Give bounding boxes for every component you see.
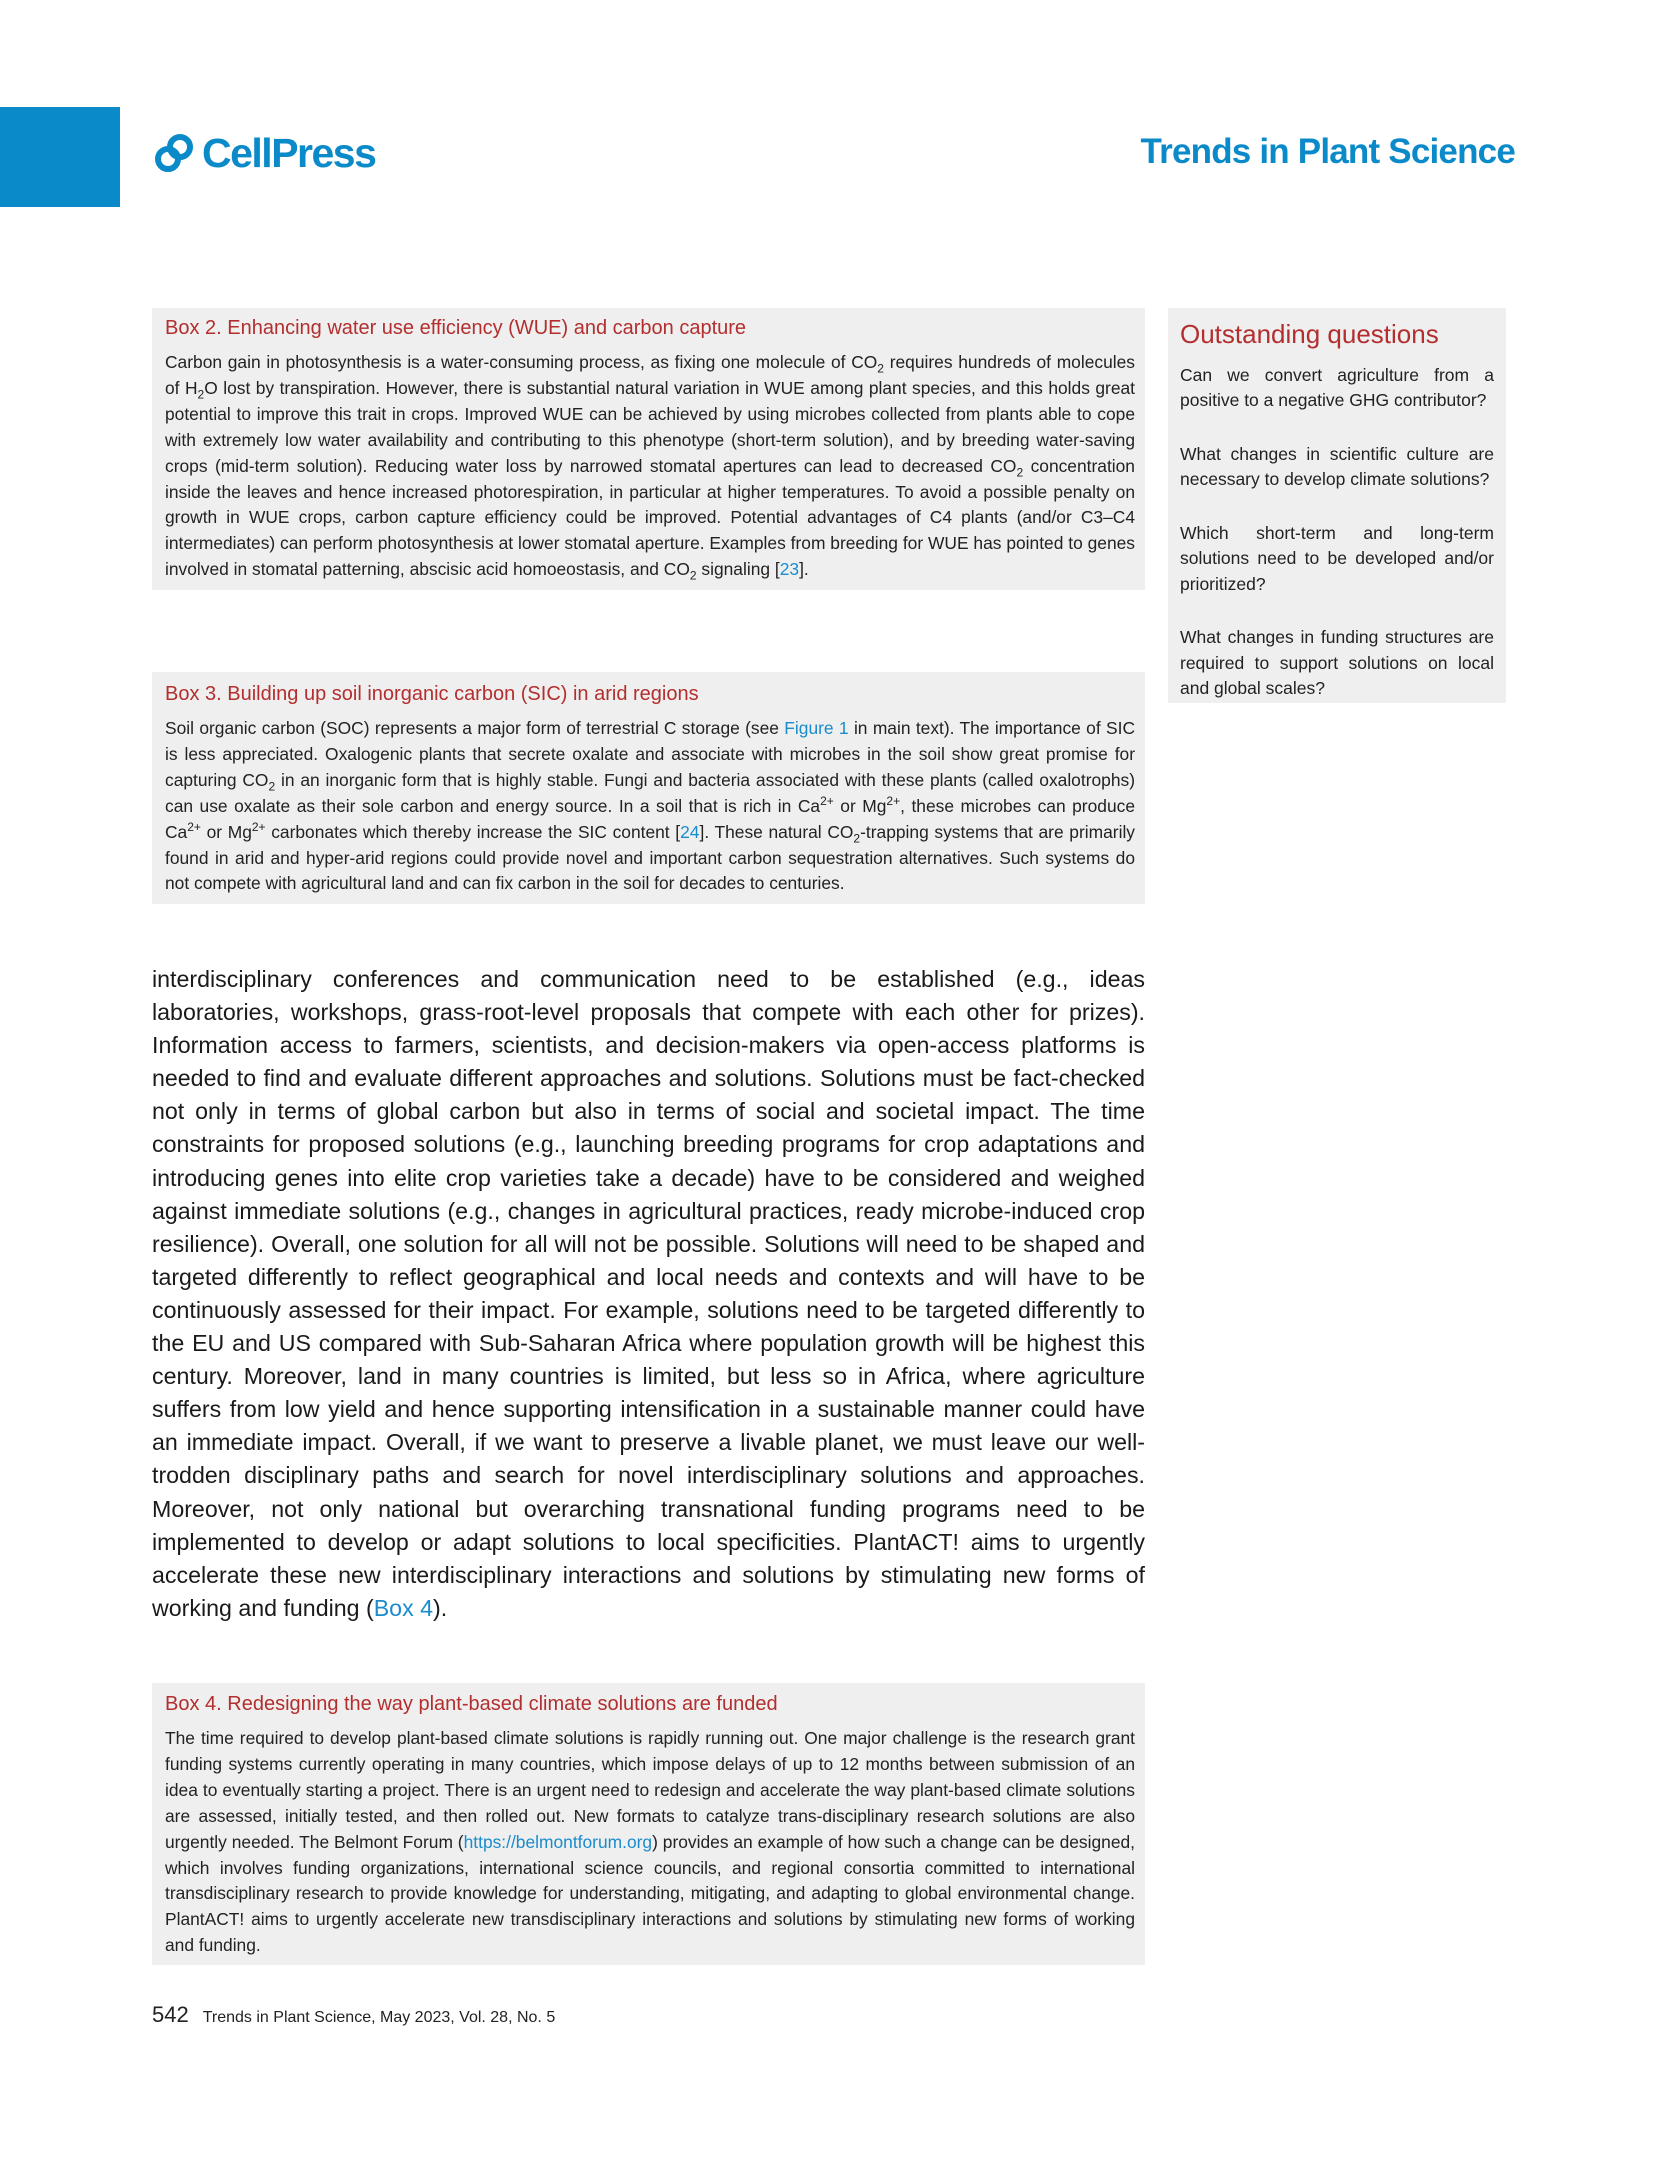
reference-link-23[interactable]: 23: [779, 559, 800, 580]
box-2-body: Carbon gain in photosynthesis is a water-consuming process, as fixing one molecule of $CO_2$ requires hundreds of molecules of $H_2O$ lost by transpiration. However, there is substantial natural variation in WUE among plant species, and this holds great potential to improve this trait in crops. Improved WUE can be achieved by using microbes collected from plants able to cope with extremely low water availability and contributing to this phenotype (short-term solution), and by breeding water-saving crops (mid-term solution). Reducing water loss by narrowed stomatal apertures can lead to decreased $CO_2$ concentration inside the leaves and hence increased photorespiration, in particular at higher temperatures. To avoid a possible penalty on growth in WUE crops, carbon capture efficiency could be improved. Potential advantages of C4 plants (and/or C3–C4 intermediates) can perform photosynthesis at lower stomatal aperture. Examples from breeding for WUE has pointed to genes involved in stomatal patterning, abscisic acid homoeostasis, and $CO_2$ signaling [23].: [165, 352, 1135, 583]
outstanding-questions-title: Outstanding questions: [1180, 319, 1439, 349]
box-4-title: Box 4. Redesigning the way plant-based climate solutions are funded: [165, 1693, 778, 1715]
box-3: [152, 672, 1145, 904]
figure-1-link[interactable]: Figure 1: [784, 718, 849, 738]
journal-title: Trends in Plant Science: [1140, 132, 1515, 171]
box-2-title: Box 2. Enhancing water use efficiency (WUE) and carbon capture: [165, 317, 747, 339]
logo-text: CellPress: [202, 130, 376, 176]
box-4-link[interactable]: Box 4: [373, 1594, 434, 1621]
citation-line: Trends in Plant Science, May 2023, Vol. 28, No. 5: [202, 2009, 556, 2026]
page-footer: [152, 2002, 555, 2028]
box-2: [152, 308, 1145, 590]
cellpress-logo-icon: [152, 132, 196, 176]
box-3-body: Soil organic carbon (SOC) represents a major form of terrestrial C storage (see Figure 1 in main text). The importance of SIC is less appreciated. Oxalogenic plants that secrete oxalate and associate with microbes in the soil show great promise for capturing $CO_2$ in an inorganic form that is highly stable. Fungi and bacteria associated with these plants (called oxalotrophs) can use oxalate as their sole carbon and energy source. In a soil that is rich in $Ca^{2+}$ or $Mg^{2+}$, these microbes can produce $Ca^{2+}$ or $Mg^{2+}$ carbonates which thereby increase the SIC content [24]. These natural $CO_2$-trapping systems that are primarily found in arid and hyper-arid regions could provide novel and important carbon sequestration alternatives. Such systems do not compete with agricultural land and can fix carbon in the soil for decades to centuries.: [165, 718, 1136, 894]
corner-accent-block: [0, 107, 120, 207]
question-item: What changes in funding structures are required to support solutions on local and global scales?: [1180, 627, 1494, 699]
reference-link-24[interactable]: 24: [680, 821, 700, 842]
box-4: [152, 1683, 1145, 1965]
main-body-paragraph: interdisciplinary conferences and communication need to be established (e.g., ideas laboratories, workshops, grass-root-level proposals that compete with each other for prizes). Information access to farmers, scientists, and decision-makers via open-access platforms is needed to find and evaluate different approaches and solutions. Solutions must be fact-checked not only in terms of global carbon but also in terms of social and societal impact. The time constraints for proposed solutions (e.g., launching breeding programs for crop adaptations and introducing genes into elite crop varieties take a decade) have to be considered and weighed against immediate solutions (e.g., changes in agricultural practices, ready microbe-induced crop resilience). Overall, one solution for all will not be possible. Solutions will need to be shaped and targeted differently to reflect geographical and local needs and contexts and will have to be continuously assessed for their impact. For example, solutions need to be targeted differently to the EU and US compared with Sub-Saharan Africa where population growth will be highest this century. Moreover, land in many countries is limited, but less so in Africa, where agriculture suffers from low yield and hence supporting intensification in a sustainable manner could have an immediate impact. Overall, if we want to preserve a livable planet, we must leave our well-trodden disciplinary paths and search for novel interdisciplinary solutions and approaches. Moreover, not only national but overarching transnational funding programs need to be implemented to develop or adapt solutions to local specificities. PlantACT! aims to urgently accelerate these new interdisciplinary interactions and solutions by stimulating new forms of working and funding (Box 4).: [152, 966, 1145, 1621]
question-item: Which short-term and long-term solutions need to be developed and/or prioritized?: [1180, 522, 1494, 594]
box-3-title: Box 3. Building up soil inorganic carbon (SIC) in arid regions: [165, 683, 699, 705]
outstanding-questions-box: [1168, 308, 1506, 703]
question-item: Can we convert agriculture from a positive to a negative GHG contributor?: [1180, 364, 1494, 411]
cellpress-logo[interactable]: [152, 130, 375, 177]
page-number: 542: [152, 2002, 189, 2027]
box-4-body: The time required to develop plant-based climate solutions is rapidly running out. One major challenge is the research grant funding systems currently operating in many countries, which impose delays of up to 12 months between submission of an idea to eventually starting a project. There is an urgent need to redesign and accelerate the way plant-based climate solutions are assessed, initially tested, and then rolled out. New formats to catalyze trans-disciplinary research solutions are also urgently needed. The Belmont Forum (https://belmontforum.org) provides an example of how such a change can be designed, which involves funding organizations, international science councils, and regional consortia committed to international transdisciplinary research to provide knowledge for understanding, mitigating, and adapting to global environmental change. PlantACT! aims to urgently accelerate new transdisciplinary interactions and solutions by stimulating new forms of working and funding.: [165, 1728, 1136, 1956]
belmont-forum-link[interactable]: https://belmontforum.org: [463, 1831, 653, 1852]
question-item: What changes in scientific culture are necessary to develop climate solutions?: [1180, 443, 1494, 490]
